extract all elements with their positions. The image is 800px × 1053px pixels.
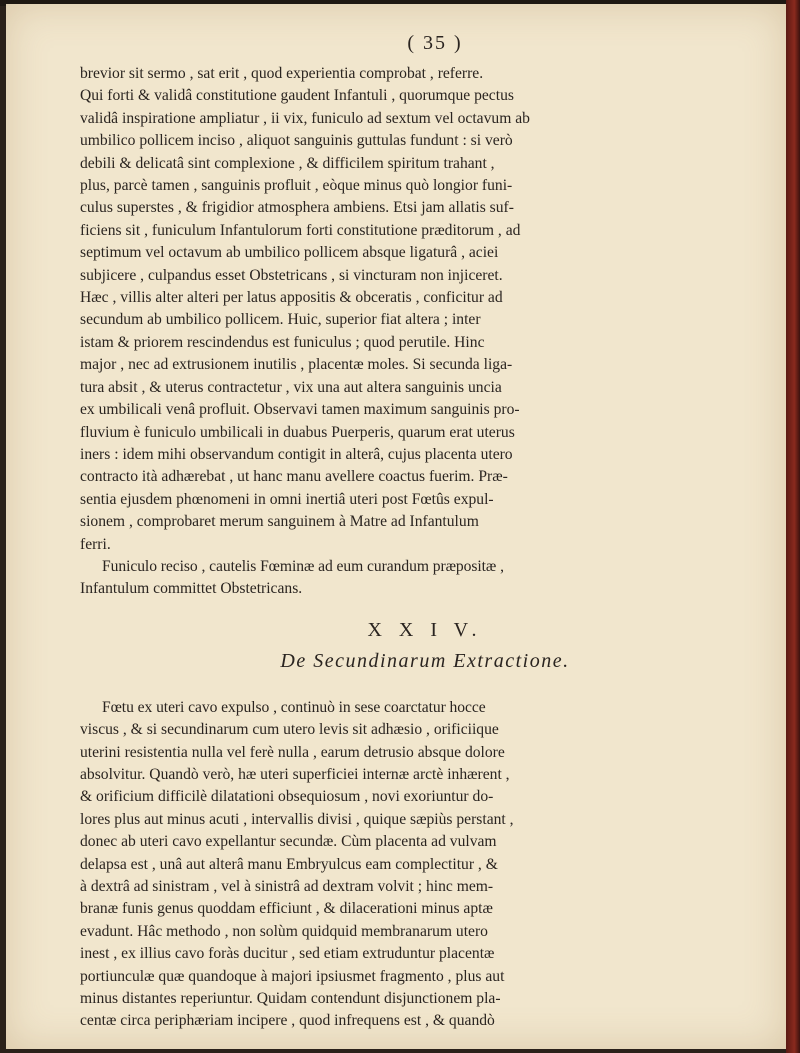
paragraph-1: [80, 63, 770, 556]
text-line: branæ funis genus quoddam efficiunt , & dilacerationi minus aptæ: [80, 900, 493, 918]
text-line: istam & priorem rescindendus est funiculus ; quod perutile. Hinc: [80, 333, 485, 351]
text-line: & orificium difficilè dilatationi obsequiosum , novi exoriuntur do-: [80, 788, 494, 806]
text-line: ex umbilicali venâ profluit. Observavi tamen maximum sanguinis pro-: [80, 401, 520, 419]
text-line: tura absit , & uterus contractetur , vix una aut altera sanguinis uncia: [80, 378, 502, 396]
text-line: debili & delicatâ sint complexione , & difficilem spiritum trahant ,: [80, 154, 495, 172]
text-line: à dextrâ ad sinistram , vel à sinistrâ ad dextram volvit ; hinc mem-: [80, 878, 494, 895]
text-line: culus superstes , & frigidior atmosphera ambiens. Etsi jam allatis suf-: [80, 199, 514, 217]
text-line: secundum ab umbilico pollicem. Huic, superior fiat altera ; inter: [80, 311, 481, 329]
text-line: sentia ejusdem phœnomeni in omni inertiâ uteri post Fœtûs expul-: [80, 490, 494, 508]
text-line: fluvium è funiculo umbilicali in duabus Puerperis, quarum erat uterus: [80, 423, 515, 441]
text-line: ficiens sit , funiculum Infantulorum forti constitutione præditorum , ad: [80, 221, 521, 239]
text-line: uterini resistentia nulla vel ferè nulla , earum detrusio absque dolore: [80, 743, 505, 761]
text-line: absolvitur. Quandò verò, hæ uteri superficiei internæ arctè inhærent ,: [80, 765, 510, 783]
page-content: [80, 32, 770, 1033]
text-line: Funiculo reciso , cautelis Fœminæ ad eum curandum præpositæ ,: [102, 557, 504, 575]
text-line: brevior sit sermo , sat erit , quod experientia comprobat , referre.: [80, 65, 484, 82]
text-line: evadunt. Hâc methodo , non solùm quidquid membranarum utero: [80, 922, 488, 940]
text-line: ferri.: [80, 535, 111, 553]
text-line: lores plus aut minus acuti , intervallis divisi , quique sæpiùs perstant ,: [80, 810, 514, 828]
text-line: subjicere , culpandus esset Obstetricans , si vincturam non injiceret.: [80, 266, 503, 284]
text-line: validâ inspiratione ampliatur , ii vix, funiculo ad sextum vel octavum ab: [80, 109, 530, 127]
paragraph-3: [80, 697, 770, 1033]
text-line: delapsa est , unâ aut alterâ manu Embryulcus eam complectitur , &: [80, 855, 498, 873]
text-line: plus, parcè tamen , sanguinis profluit , eòque minus quò longior funi-: [80, 177, 513, 195]
text-line: contracto ità adhærebat , ut hanc manu avellere coactus fuerim. Præ-: [80, 468, 508, 486]
text-line: donec ab uteri cavo expellantur secundæ. Cùm placenta ad vulvam: [80, 833, 497, 851]
text-line: septimum vel octavum ab umbilico pollicem absque ligaturâ , aciei: [80, 244, 499, 262]
text-line: inest , ex illius cavo foràs ducitur , sed etiam extruduntur placentæ: [80, 945, 495, 963]
text-line: portiunculæ quæ quandoque à majori ipsiusmet fragmento , plus aut: [80, 967, 505, 985]
text-line: minus distantes reperiuntur. Quidam contendunt disjunctionem pla-: [80, 990, 501, 1008]
section-number: X X I V.: [367, 618, 483, 641]
text-line: Hæc , villis alter alteri per latus appositis & obceratis , conficitur ad: [80, 289, 503, 307]
text-line: Qui forti & validâ constitutione gaudent Infantuli , quorumque pectus: [80, 87, 514, 105]
section-title: De Secundinarum Extractione.: [280, 649, 570, 672]
text-line: major , nec ad extrusionem inutilis , placentæ moles. Si secunda liga-: [80, 356, 513, 374]
text-line: sionem , comprobaret merum sanguinem à Matre ad Infantulum: [80, 513, 479, 531]
book-cover-edge: [786, 0, 800, 1053]
text-line: centæ circa periphæriam incipere , quod infrequens est , & quandò: [80, 1012, 495, 1030]
text-line: viscus , & si secundinarum cum utero levis sit adhæsio , orificiique: [80, 721, 499, 739]
paragraph-2: [80, 556, 770, 601]
text-line: iners : idem mihi observandum contigit in alterâ, cujus placenta utero: [80, 445, 513, 463]
page-number: ( 35 ): [407, 32, 463, 54]
text-line: Fœtu ex uteri cavo expulso , continuò in sese coarctatur hocce: [102, 698, 486, 716]
text-line: Infantulum committet Obstetricans.: [80, 580, 303, 598]
text-line: umbilico pollicem inciso , aliquot sanguinis guttulas fundunt : si verò: [80, 132, 513, 150]
